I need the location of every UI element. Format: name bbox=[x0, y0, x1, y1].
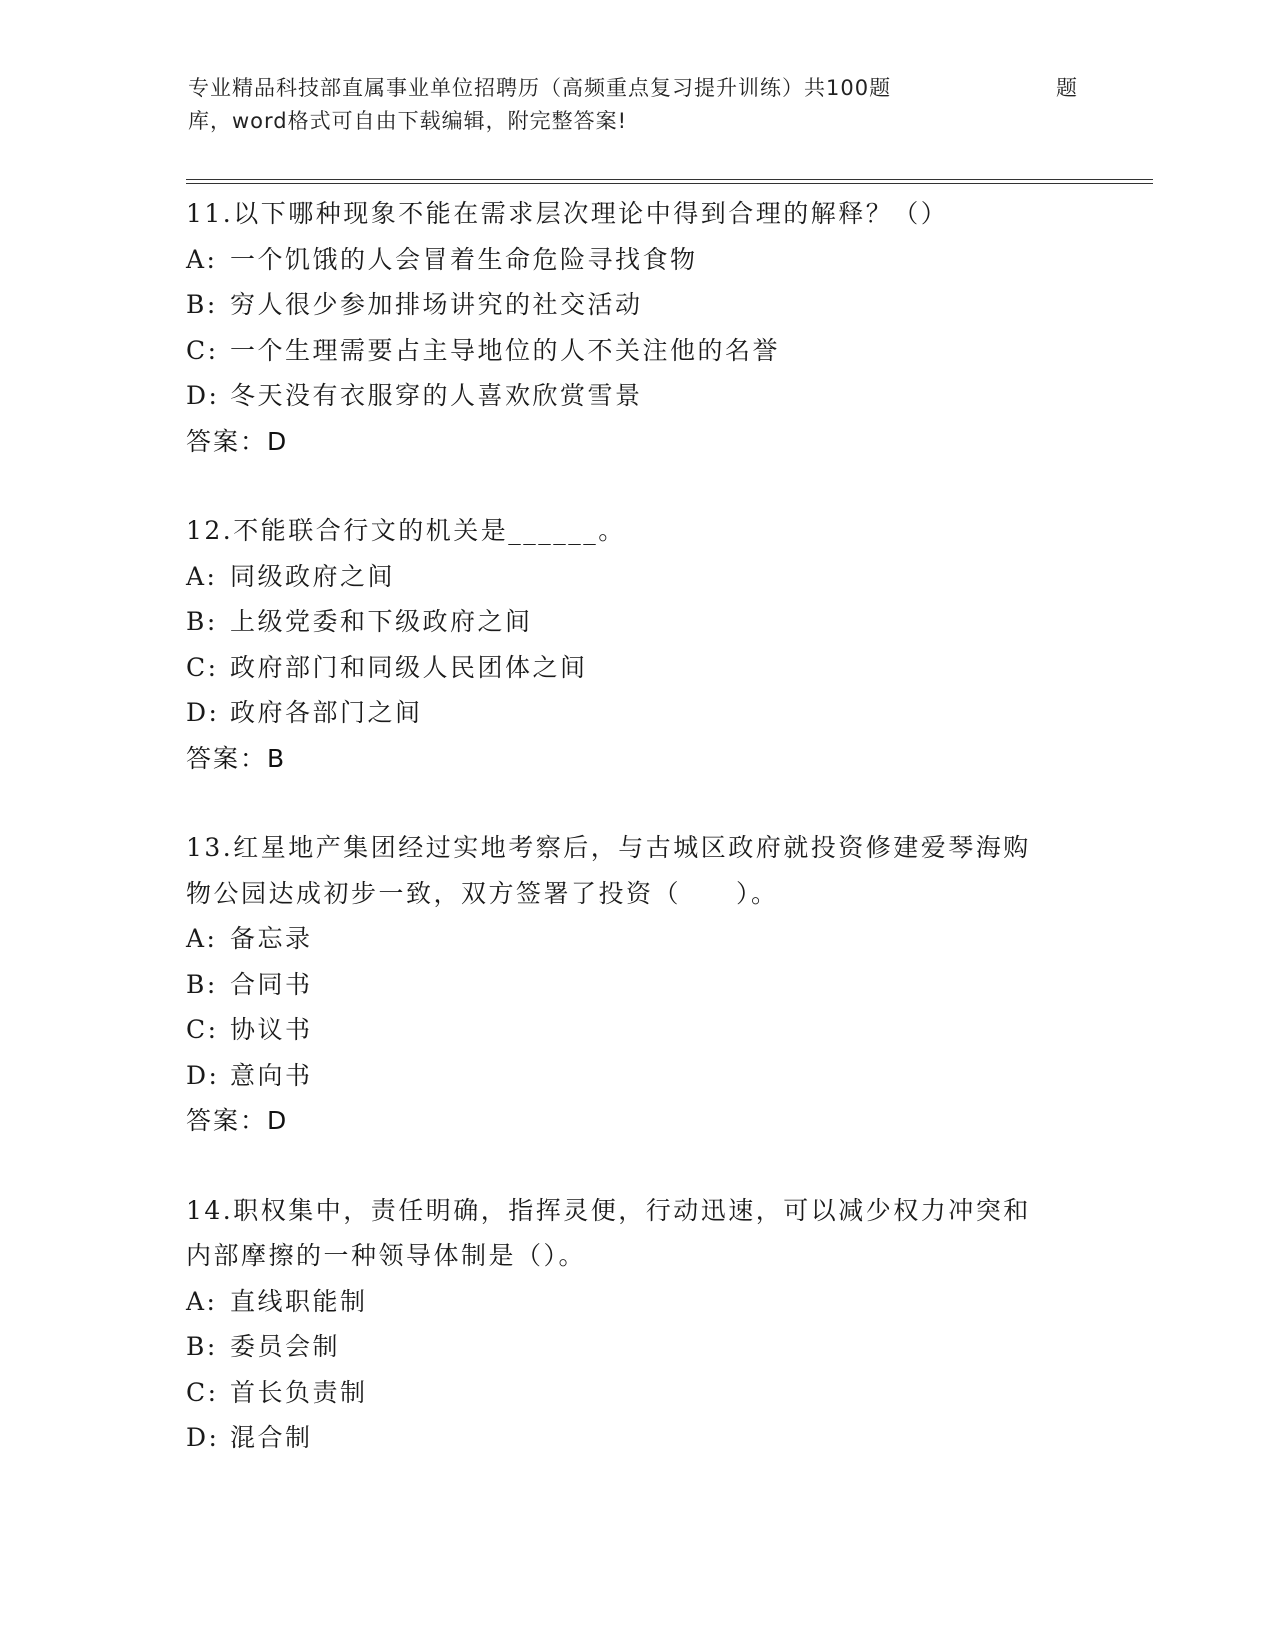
question-list bbox=[186, 191, 1086, 1461]
option-b bbox=[186, 599, 1086, 645]
option-d bbox=[186, 1053, 1086, 1099]
option-a bbox=[186, 237, 1086, 283]
question-text: 13.红星地产集团经过实地考察后，与古城区政府就投资修建爱琴海购 物公园达成初步一致，双方签署了投资（ ）。 bbox=[186, 833, 1031, 908]
question-13 bbox=[186, 825, 1086, 1144]
option-text: 同级政府之间 bbox=[230, 561, 396, 591]
option-text: 首长负责制 bbox=[230, 1377, 368, 1407]
question-text: 14.职权集中，责任明确，指挥灵便，行动迅速，可以减少权力冲突和 内部摩擦的一种领导体制是（）。 bbox=[186, 1195, 1031, 1270]
option-key: A: bbox=[186, 924, 218, 953]
option-b bbox=[186, 962, 1086, 1008]
option-key: C: bbox=[186, 335, 219, 365]
question-text: 11.以下哪种现象不能在需求层次理论中得到合理的解释？（） bbox=[186, 199, 949, 228]
question-text: 12.不能联合行文的机关是______。 bbox=[186, 516, 626, 545]
option-key: D: bbox=[186, 1060, 220, 1090]
question-12 bbox=[186, 508, 1086, 781]
option-text: 一个饥饿的人会冒着生命危险寻找食物 bbox=[230, 244, 698, 274]
option-c bbox=[186, 328, 1086, 374]
option-key: A: bbox=[186, 244, 218, 274]
header-line-2: 库，word格式可自由下载编辑，附完整答案! bbox=[188, 109, 628, 133]
option-c bbox=[186, 1370, 1086, 1416]
option-text: 委员会制 bbox=[230, 1332, 341, 1361]
option-text: 直线职能制 bbox=[230, 1286, 368, 1316]
option-key: B: bbox=[186, 290, 218, 319]
option-text: 备忘录 bbox=[230, 924, 313, 953]
option-text: 上级党委和下级政府之间 bbox=[230, 607, 533, 636]
answer-line: 答案：B bbox=[186, 743, 287, 773]
option-text: 混合制 bbox=[230, 1423, 313, 1452]
option-text: 合同书 bbox=[230, 969, 313, 999]
option-text: 冬天没有衣服穿的人喜欢欣赏雪景 bbox=[230, 381, 643, 410]
option-text: 一个生理需要占主导地位的人不关注他的名誉 bbox=[230, 335, 781, 365]
option-text: 政府部门和同级人民团体之间 bbox=[230, 652, 588, 682]
option-a bbox=[186, 916, 1086, 962]
header-title: 专业精品科技部直属事业单位招聘历（高频重点复习提升训练）共100题 bbox=[188, 76, 892, 100]
option-key: C: bbox=[186, 652, 219, 682]
option-text: 穷人很少参加排场讲究的社交活动 bbox=[230, 290, 643, 319]
option-d bbox=[186, 373, 1086, 419]
option-a bbox=[186, 554, 1086, 600]
option-key: B: bbox=[186, 1332, 218, 1361]
option-key: A: bbox=[186, 561, 218, 591]
option-text: 意向书 bbox=[230, 1060, 313, 1090]
header-title-tail: 题 bbox=[1056, 76, 1078, 100]
option-key: C: bbox=[186, 1015, 219, 1044]
option-key: A: bbox=[186, 1286, 218, 1316]
option-key: B: bbox=[186, 607, 218, 636]
option-key: C: bbox=[186, 1377, 219, 1407]
option-d bbox=[186, 690, 1086, 736]
header-divider-bottom bbox=[186, 183, 1153, 184]
header-divider-top bbox=[186, 179, 1153, 180]
option-c bbox=[186, 1007, 1086, 1053]
option-b bbox=[186, 1324, 1086, 1370]
option-key: D: bbox=[186, 381, 220, 410]
option-text: 政府各部门之间 bbox=[230, 698, 423, 727]
option-key: D: bbox=[186, 698, 220, 727]
answer-line: 答案：D bbox=[186, 1106, 289, 1135]
question-11 bbox=[186, 191, 1086, 464]
answer-line: 答案：D bbox=[186, 426, 289, 456]
document-header bbox=[188, 72, 1088, 138]
option-c bbox=[186, 645, 1086, 691]
option-key: D: bbox=[186, 1423, 220, 1452]
option-d bbox=[186, 1415, 1086, 1461]
option-key: B: bbox=[186, 969, 218, 999]
option-a bbox=[186, 1279, 1086, 1325]
question-14 bbox=[186, 1188, 1086, 1461]
option-text: 协议书 bbox=[230, 1015, 313, 1044]
header-line-1 bbox=[188, 72, 1088, 105]
option-b bbox=[186, 282, 1086, 328]
